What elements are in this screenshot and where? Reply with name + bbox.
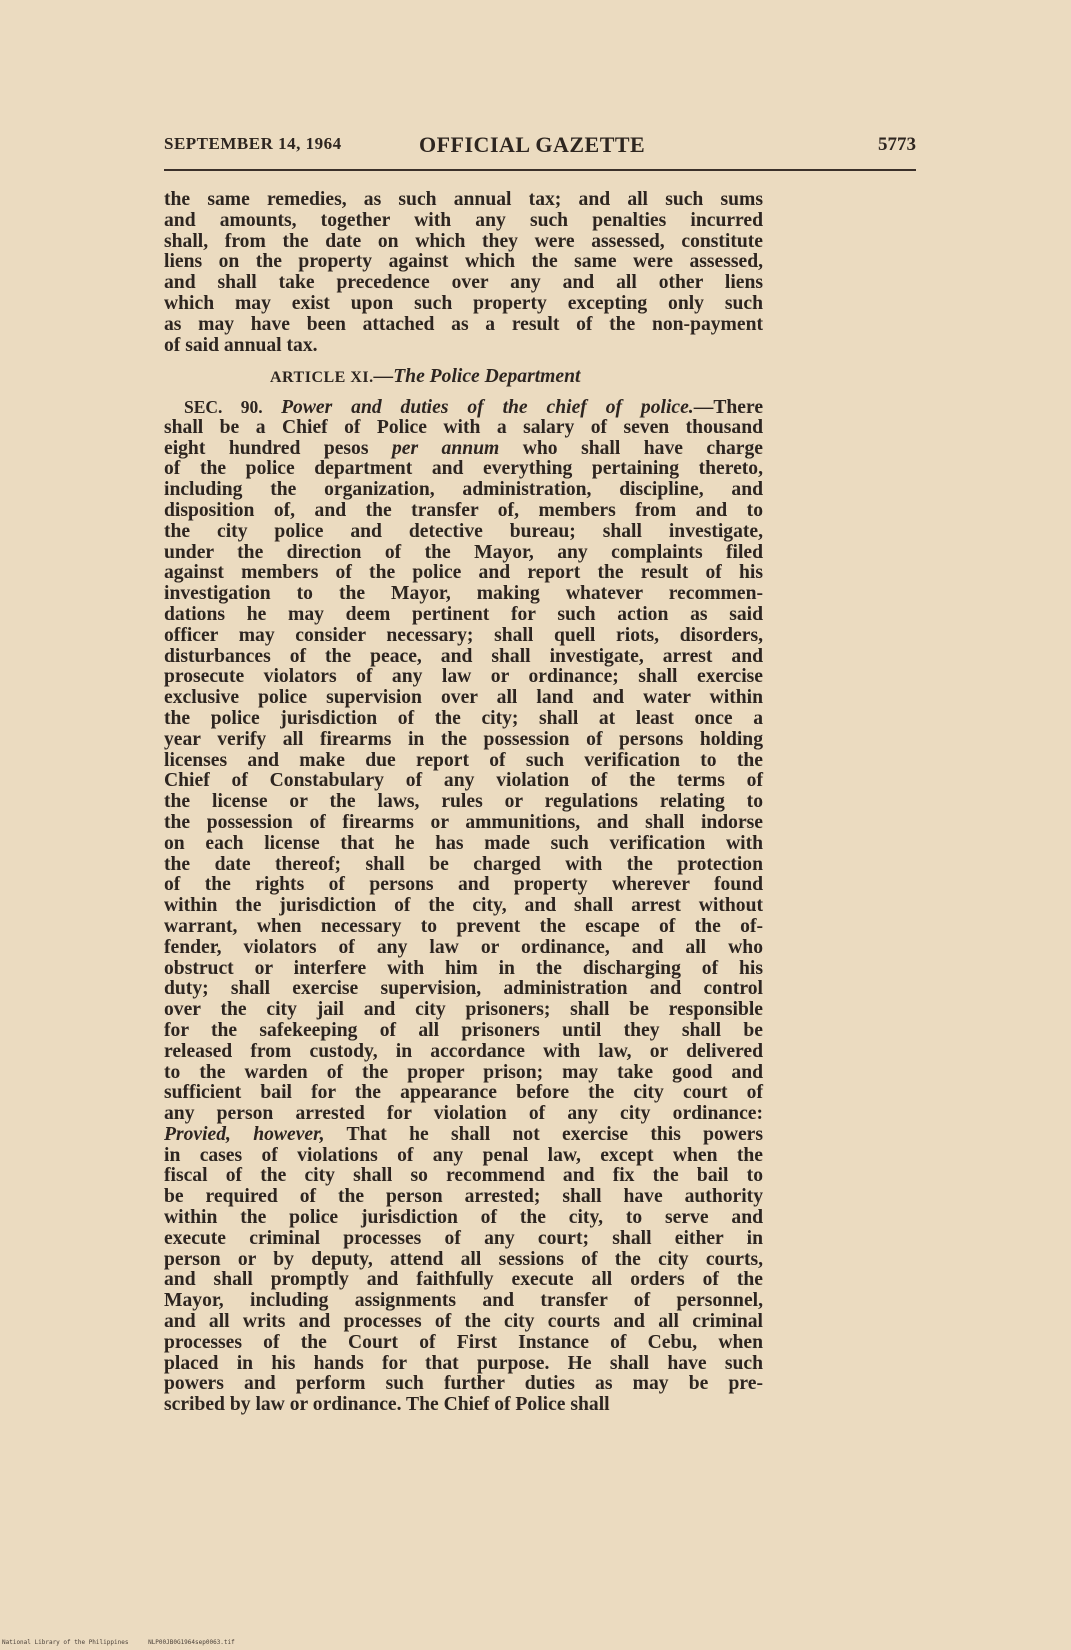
text-line: prosecute violators of any law or ordinance; shall exercise <box>164 666 763 688</box>
text-line: obstruct or interfere with him in the discharging of his <box>164 957 763 979</box>
text-line: year verify all firearms in the possession of persons holding <box>164 728 763 750</box>
text-line: and shall promptly and faithfully execute all orders of the <box>164 1269 763 1291</box>
header-page-number: 5773 <box>878 134 916 155</box>
text-line: of said annual tax. <box>164 334 318 356</box>
text-line: the license or the laws, rules or regulations relating to <box>164 791 763 813</box>
article-title: —The Police Department <box>373 366 581 387</box>
section-number: SEC. 90. <box>184 397 282 417</box>
header-date: SEPTEMBER 14, 1964 <box>164 134 342 153</box>
text-line: any person arrested for violation of any city ordinance: <box>164 1103 763 1125</box>
text-line: powers and perform such further duties as may be pre- <box>164 1373 763 1395</box>
text-line: the date thereof; shall be charged with the protection <box>164 853 763 875</box>
text-line: exclusive police supervision over all land and water within <box>164 687 763 709</box>
footer-library: National Library of the Philippines <box>2 1639 129 1646</box>
section-heading: Power and duties of the chief of police. <box>281 397 694 418</box>
text-line: investigation to the Mayor, making whatever recommen- <box>164 583 763 605</box>
article-heading <box>270 366 690 388</box>
text-line: liens on the property against which the same were assessed, <box>164 251 763 273</box>
text-line: and shall take precedence over any and all other liens <box>164 272 763 294</box>
text-line: within the jurisdiction of the city, and shall arrest without <box>164 895 763 917</box>
text-line: for the safekeeping of all prisoners until they shall be <box>164 1019 763 1041</box>
text-line: shall be a Chief of Police with a salary of seven thousand <box>164 416 763 438</box>
text-line: sufficient bail for the appearance before the city court of <box>164 1082 763 1104</box>
footer-file: NLP00JB0G1964sep0063.tif <box>148 1639 235 1646</box>
text-line: person or by deputy, attend all sessions of the city courts, <box>164 1248 763 1270</box>
text-line: eight hundred pesos per annum who shall have charge <box>164 437 763 459</box>
text-line: placed in his hands for that purpose. He shall have such <box>164 1352 763 1374</box>
text-line: Chief of Constabulary of any violation of the terms of <box>164 770 763 792</box>
text-line: the same remedies, as such annual tax; and all such sums <box>164 189 763 210</box>
page-header <box>164 134 916 160</box>
text-line: which may exist upon such property excepting only such <box>164 292 763 314</box>
text-line: shall, from the date on which they were assessed, constitute <box>164 230 763 252</box>
text-line: within the police jurisdiction of the city, to serve and <box>164 1207 763 1229</box>
text-line: SEC. 90. Power and duties of the chief of police.—There <box>184 397 764 418</box>
text-line: the city police and detective bureau; shall investigate, <box>164 520 763 542</box>
text-line: including the organization, administration, discipline, and <box>164 479 763 501</box>
header-rule <box>164 169 916 171</box>
text-line: duty; shall exercise supervision, administration and control <box>164 978 763 1000</box>
text-line: warrant, when necessary to prevent the escape of the of- <box>164 915 763 937</box>
text-line: Mayor, including assignments and transfer of personnel, <box>164 1290 763 1312</box>
text-line: against members of the police and report the result of his <box>164 562 763 584</box>
text-line: officer may consider necessary; shall quell riots, disorders, <box>164 624 763 646</box>
text-line: scribed by law or ordinance. The Chief of Police shall <box>164 1394 610 1416</box>
scan-footer <box>2 1639 251 1646</box>
text-line: over the city jail and city prisoners; shall be responsible <box>164 999 763 1021</box>
header-title: OFFICIAL GAZETTE <box>419 132 646 157</box>
text-line: disturbances of the peace, and shall investigate, arrest and <box>164 645 763 667</box>
text-line: and all writs and processes of the city courts and all criminal <box>164 1311 763 1333</box>
text-line: of the police department and everything pertaining thereto, <box>164 458 763 480</box>
text-line: dations he may deem pertinent for such action as said <box>164 603 763 625</box>
text-line: execute criminal processes of any court; shall either in <box>164 1227 763 1249</box>
article-label: ARTICLE XI. <box>270 369 374 386</box>
text-line: the possession of firearms or ammunitions, and shall indorse <box>164 811 763 833</box>
text-line: as may have been attached as a result of the non-payment <box>164 313 763 335</box>
text-line: released from custody, in accordance with law, or delivered <box>164 1040 763 1062</box>
text-line: fender, violators of any law or ordinance, and all who <box>164 936 763 958</box>
intro-paragraph <box>164 190 763 356</box>
text-line: Provied, however, That he shall not exercise this powers <box>164 1123 763 1145</box>
text-line: the police jurisdiction of the city; shall at least once a <box>164 707 763 729</box>
text-line: disposition of, and the transfer of, members from and to <box>164 499 763 521</box>
text-line: processes of the Court of First Instance of Cebu, when <box>164 1331 763 1353</box>
text-line: under the direction of the Mayor, any complaints filed <box>164 541 763 563</box>
text-line: fiscal of the city shall so recommend and fix the bail to <box>164 1165 763 1187</box>
text-line: in cases of violations of any penal law, except when the <box>164 1144 763 1166</box>
section-paragraph <box>164 397 763 1416</box>
text-line: to the warden of the proper prison; may take good and <box>164 1061 763 1083</box>
text-line: licenses and make due report of such verification to the <box>164 749 763 771</box>
text-line: of the rights of persons and property wherever found <box>164 874 763 896</box>
text-line: on each license that he has made such verification with <box>164 832 763 854</box>
text-line: be required of the person arrested; shall have authority <box>164 1186 763 1208</box>
text-line: and amounts, together with any such penalties incurred <box>164 209 763 231</box>
